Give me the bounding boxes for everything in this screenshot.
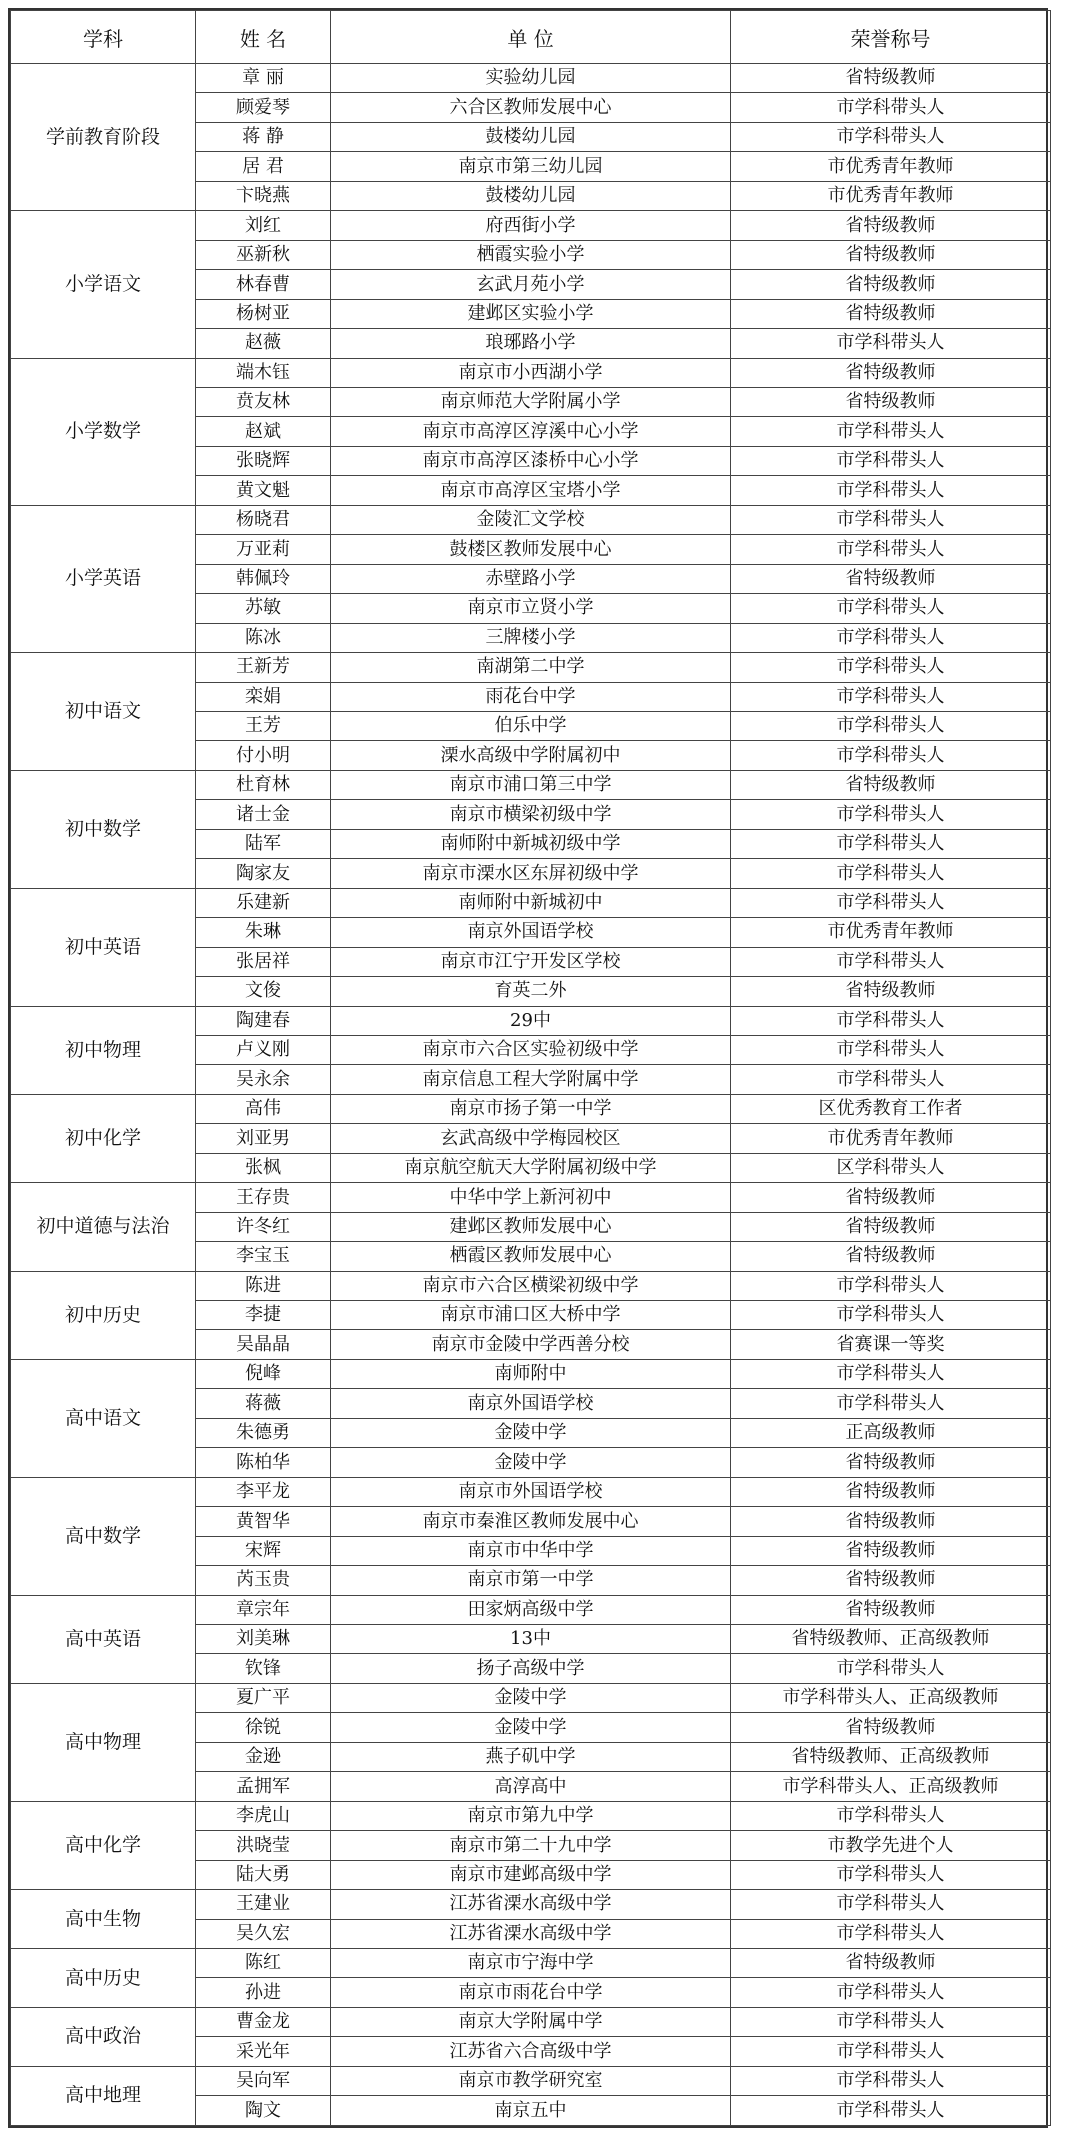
honor-cell: 省特级教师 (731, 564, 1051, 593)
honor-cell: 省特级教师 (731, 358, 1051, 387)
honor-cell: 省特级教师 (731, 1595, 1051, 1624)
name-cell: 孟拥军 (196, 1772, 331, 1801)
unit-cell: 南京市横梁初级中学 (331, 800, 731, 829)
name-cell: 陈红 (196, 1949, 331, 1978)
unit-cell: 赤壁路小学 (331, 564, 731, 593)
unit-cell: 六合区教师发展中心 (331, 93, 731, 122)
name-cell: 李虎山 (196, 1801, 331, 1830)
honor-cell: 正高级教师 (731, 1418, 1051, 1447)
table-row (11, 1094, 1051, 1123)
name-cell: 万亚莉 (196, 535, 331, 564)
unit-cell: 高淳高中 (331, 1772, 731, 1801)
subject-cell: 小学英语 (11, 505, 196, 652)
subject-cell: 高中化学 (11, 1801, 196, 1889)
unit-cell: 鼓楼幼儿园 (331, 181, 731, 210)
table (10, 10, 1051, 2126)
unit-cell: 南京市第二十九中学 (331, 1831, 731, 1860)
unit-cell: 实验幼儿园 (331, 64, 731, 93)
honor-cell: 市优秀青年教师 (731, 152, 1051, 181)
table-row (11, 1595, 1051, 1624)
subject-cell: 高中政治 (11, 2007, 196, 2066)
unit-cell: 南京市江宁开发区学校 (331, 947, 731, 976)
name-cell: 贲友林 (196, 387, 331, 416)
unit-cell: 南京市外国语学校 (331, 1477, 731, 1506)
name-cell: 采光年 (196, 2037, 331, 2066)
unit-cell: 府西街小学 (331, 211, 731, 240)
name-cell: 王建业 (196, 1890, 331, 1919)
unit-cell: 南京市扬子第一中学 (331, 1094, 731, 1123)
name-cell: 林春曹 (196, 270, 331, 299)
subject-cell: 高中历史 (11, 1949, 196, 2008)
unit-cell: 南京市秦淮区教师发展中心 (331, 1507, 731, 1536)
name-cell: 顾爱琴 (196, 93, 331, 122)
name-cell: 陈进 (196, 1271, 331, 1300)
table-row (11, 358, 1051, 387)
unit-cell: 栖霞区教师发展中心 (331, 1242, 731, 1271)
name-cell: 高伟 (196, 1094, 331, 1123)
name-cell: 杜育林 (196, 770, 331, 799)
honor-cell: 市学科带头人 (731, 93, 1051, 122)
name-cell: 王芳 (196, 711, 331, 740)
subject-cell: 小学语文 (11, 211, 196, 358)
honor-cell: 省特级教师 (731, 1477, 1051, 1506)
unit-cell: 燕子矶中学 (331, 1742, 731, 1771)
honor-cell: 市学科带头人 (731, 653, 1051, 682)
honor-cell: 市学科带头人 (731, 2066, 1051, 2095)
unit-cell: 南京市第九中学 (331, 1801, 731, 1830)
unit-cell: 育英二外 (331, 977, 731, 1006)
table-row (11, 1183, 1051, 1212)
honor-cell: 市学科带头人 (731, 800, 1051, 829)
table-row (11, 1477, 1051, 1506)
honor-cell: 市学科带头人 (731, 417, 1051, 446)
header-honor: 荣誉称号 (731, 11, 1051, 64)
header-unit: 单 位 (331, 11, 731, 64)
subject-cell: 高中物理 (11, 1683, 196, 1801)
unit-cell: 金陵中学 (331, 1418, 731, 1447)
honor-cell: 省特级教师 (731, 1448, 1051, 1477)
name-cell: 杨树亚 (196, 299, 331, 328)
name-cell: 吴晶晶 (196, 1330, 331, 1359)
unit-cell: 伯乐中学 (331, 711, 731, 740)
honor-cell: 省特级教师 (731, 1183, 1051, 1212)
name-cell: 诸士金 (196, 800, 331, 829)
unit-cell: 玄武月苑小学 (331, 270, 731, 299)
name-cell: 章 丽 (196, 64, 331, 93)
unit-cell: 南京市建邺高级中学 (331, 1860, 731, 1889)
unit-cell: 鼓楼幼儿园 (331, 122, 731, 151)
subject-cell: 初中物理 (11, 1006, 196, 1094)
table-row (11, 2066, 1051, 2095)
honor-cell: 省特级教师 (731, 240, 1051, 269)
unit-cell: 南京市溧水区东屏初级中学 (331, 859, 731, 888)
unit-cell: 南京市雨花台中学 (331, 1978, 731, 2007)
name-cell: 朱琳 (196, 918, 331, 947)
unit-cell: 鼓楼区教师发展中心 (331, 535, 731, 564)
name-cell: 张晓辉 (196, 446, 331, 475)
honor-cell: 省特级教师 (731, 1507, 1051, 1536)
header-name: 姓 名 (196, 11, 331, 64)
unit-cell: 南京师范大学附属小学 (331, 387, 731, 416)
honor-cell: 市学科带头人 (731, 829, 1051, 858)
honor-cell: 市学科带头人 (731, 2037, 1051, 2066)
honor-cell: 市学科带头人 (731, 446, 1051, 475)
unit-cell: 南师附中新城初中 (331, 888, 731, 917)
header-subject: 学科 (11, 11, 196, 64)
table-body (11, 64, 1051, 2126)
name-cell: 黄文魁 (196, 476, 331, 505)
name-cell: 钦锋 (196, 1654, 331, 1683)
unit-cell: 南京航空航天大学附属初级中学 (331, 1153, 731, 1182)
name-cell: 宋辉 (196, 1536, 331, 1565)
subject-cell: 高中英语 (11, 1595, 196, 1683)
unit-cell: 南京信息工程大学附属中学 (331, 1065, 731, 1094)
unit-cell: 南京大学附属中学 (331, 2007, 731, 2036)
name-cell: 洪晓莹 (196, 1831, 331, 1860)
honor-cell: 市学科带头人 (731, 1006, 1051, 1035)
honor-cell: 省特级教师 (731, 1212, 1051, 1241)
honor-cell: 市学科带头人 (731, 947, 1051, 976)
unit-cell: 三牌楼小学 (331, 623, 731, 652)
honor-cell: 市学科带头人 (731, 1035, 1051, 1064)
honor-cell: 市学科带头人 (731, 476, 1051, 505)
honor-cell: 市学科带头人 (731, 594, 1051, 623)
honor-cell: 市学科带头人 (731, 1359, 1051, 1388)
name-cell: 苏敏 (196, 594, 331, 623)
name-cell: 吴向军 (196, 2066, 331, 2095)
honor-cell: 市学科带头人 (731, 1860, 1051, 1889)
name-cell: 王存贵 (196, 1183, 331, 1212)
name-cell: 杨晓君 (196, 505, 331, 534)
name-cell: 蒋 静 (196, 122, 331, 151)
subject-cell: 初中历史 (11, 1271, 196, 1359)
name-cell: 张枫 (196, 1153, 331, 1182)
subject-cell: 初中语文 (11, 653, 196, 771)
unit-cell: 琅琊路小学 (331, 329, 731, 358)
table-row (11, 653, 1051, 682)
name-cell: 陶建春 (196, 1006, 331, 1035)
name-cell: 端木钰 (196, 358, 331, 387)
honor-cell: 省特级教师 (731, 1566, 1051, 1595)
name-cell: 夏广平 (196, 1683, 331, 1712)
unit-cell: 南京市第一中学 (331, 1566, 731, 1595)
subject-cell: 高中地理 (11, 2066, 196, 2125)
unit-cell: 江苏省溧水高级中学 (331, 1919, 731, 1948)
unit-cell: 田家炳高级中学 (331, 1595, 731, 1624)
unit-cell: 建邺区教师发展中心 (331, 1212, 731, 1241)
table-row (11, 2007, 1051, 2036)
unit-cell: 南师附中 (331, 1359, 731, 1388)
unit-cell: 南京市教学研究室 (331, 2066, 731, 2095)
honor-cell: 省特级教师、正高级教师 (731, 1625, 1051, 1654)
name-cell: 刘亚男 (196, 1124, 331, 1153)
honor-cell: 市学科带头人 (731, 505, 1051, 534)
honor-cell: 省特级教师 (731, 1949, 1051, 1978)
honor-cell: 省特级教师 (731, 1536, 1051, 1565)
name-cell: 芮玉贵 (196, 1566, 331, 1595)
name-cell: 孙进 (196, 1978, 331, 2007)
teacher-honor-table (8, 8, 1048, 2128)
name-cell: 乐建新 (196, 888, 331, 917)
honor-cell: 市学科带头人、正高级教师 (731, 1683, 1051, 1712)
subject-cell: 初中道德与法治 (11, 1183, 196, 1271)
unit-cell: 南京市高淳区宝塔小学 (331, 476, 731, 505)
unit-cell: 南京市六合区实验初级中学 (331, 1035, 731, 1064)
name-cell: 赵斌 (196, 417, 331, 446)
unit-cell: 中华中学上新河初中 (331, 1183, 731, 1212)
honor-cell: 市学科带头人 (731, 1978, 1051, 2007)
unit-cell: 金陵中学 (331, 1713, 731, 1742)
table-row (11, 1683, 1051, 1712)
name-cell: 巫新秋 (196, 240, 331, 269)
subject-cell: 高中语文 (11, 1359, 196, 1477)
name-cell: 黄智华 (196, 1507, 331, 1536)
honor-cell: 市优秀青年教师 (731, 1124, 1051, 1153)
unit-cell: 南京市宁海中学 (331, 1949, 731, 1978)
honor-cell: 市学科带头人 (731, 1801, 1051, 1830)
unit-cell: 南京五中 (331, 2096, 731, 2126)
name-cell: 陶文 (196, 2096, 331, 2126)
table-row (11, 1271, 1051, 1300)
honor-cell: 省特级教师 (731, 387, 1051, 416)
honor-cell: 市学科带头人 (731, 1654, 1051, 1683)
unit-cell: 南京市高淳区漆桥中心小学 (331, 446, 731, 475)
name-cell: 徐锐 (196, 1713, 331, 1742)
name-cell: 李平龙 (196, 1477, 331, 1506)
subject-cell: 小学数学 (11, 358, 196, 505)
honor-cell: 市学科带头人 (731, 1389, 1051, 1418)
unit-cell: 溧水高级中学附属初中 (331, 741, 731, 770)
table-row (11, 770, 1051, 799)
name-cell: 吴永余 (196, 1065, 331, 1094)
name-cell: 居 君 (196, 152, 331, 181)
subject-cell: 学前教育阶段 (11, 64, 196, 211)
honor-cell: 市学科带头人 (731, 1271, 1051, 1300)
name-cell: 倪峰 (196, 1359, 331, 1388)
name-cell: 李宝玉 (196, 1242, 331, 1271)
unit-cell: 13中 (331, 1625, 731, 1654)
honor-cell: 市学科带头人 (731, 1890, 1051, 1919)
honor-cell: 市教学先进个人 (731, 1831, 1051, 1860)
honor-cell: 省特级教师 (731, 64, 1051, 93)
subject-cell: 高中生物 (11, 1890, 196, 1949)
table-row (11, 1801, 1051, 1830)
honor-cell: 省赛课一等奖 (731, 1330, 1051, 1359)
unit-cell: 南京市金陵中学西善分校 (331, 1330, 731, 1359)
table-row (11, 888, 1051, 917)
honor-cell: 市学科带头人 (731, 682, 1051, 711)
unit-cell: 南京市中华中学 (331, 1536, 731, 1565)
unit-cell: 南湖第二中学 (331, 653, 731, 682)
subject-cell: 高中数学 (11, 1477, 196, 1595)
honor-cell: 市学科带头人 (731, 122, 1051, 151)
unit-cell: 南京市立贤小学 (331, 594, 731, 623)
name-cell: 刘美琳 (196, 1625, 331, 1654)
unit-cell: 南京市浦口区大桥中学 (331, 1301, 731, 1330)
unit-cell: 金陵汇文学校 (331, 505, 731, 534)
honor-cell: 省特级教师 (731, 1242, 1051, 1271)
honor-cell: 市学科带头人 (731, 1065, 1051, 1094)
honor-cell: 省特级教师 (731, 770, 1051, 799)
name-cell: 陆大勇 (196, 1860, 331, 1889)
name-cell: 卞晓燕 (196, 181, 331, 210)
name-cell: 陶家友 (196, 859, 331, 888)
unit-cell: 江苏省六合高级中学 (331, 2037, 731, 2066)
name-cell: 卢义刚 (196, 1035, 331, 1064)
name-cell: 李捷 (196, 1301, 331, 1330)
honor-cell: 市优秀青年教师 (731, 918, 1051, 947)
honor-cell: 省特级教师 (731, 211, 1051, 240)
name-cell: 朱德勇 (196, 1418, 331, 1447)
name-cell: 陈柏华 (196, 1448, 331, 1477)
name-cell: 张居祥 (196, 947, 331, 976)
name-cell: 刘红 (196, 211, 331, 240)
unit-cell: 雨花台中学 (331, 682, 731, 711)
name-cell: 蒋薇 (196, 1389, 331, 1418)
honor-cell: 市学科带头人 (731, 535, 1051, 564)
subject-cell: 初中数学 (11, 770, 196, 888)
unit-cell: 南京市高淳区淳溪中心小学 (331, 417, 731, 446)
table-row (11, 211, 1051, 240)
name-cell: 陈冰 (196, 623, 331, 652)
honor-cell: 省特级教师 (731, 299, 1051, 328)
unit-cell: 江苏省溧水高级中学 (331, 1890, 731, 1919)
honor-cell: 区学科带头人 (731, 1153, 1051, 1182)
honor-cell: 市学科带头人 (731, 1301, 1051, 1330)
honor-cell: 省特级教师 (731, 270, 1051, 299)
table-row (11, 1359, 1051, 1388)
unit-cell: 29中 (331, 1006, 731, 1035)
name-cell: 章宗年 (196, 1595, 331, 1624)
honor-cell: 市学科带头人 (731, 1919, 1051, 1948)
honor-cell: 市学科带头人 (731, 711, 1051, 740)
name-cell: 曹金龙 (196, 2007, 331, 2036)
honor-cell: 市学科带头人 (731, 2096, 1051, 2126)
table-row (11, 1949, 1051, 1978)
honor-cell: 市学科带头人 (731, 888, 1051, 917)
unit-cell: 南京外国语学校 (331, 918, 731, 947)
unit-cell: 南京市小西湖小学 (331, 358, 731, 387)
unit-cell: 南京市第三幼儿园 (331, 152, 731, 181)
table-row (11, 505, 1051, 534)
honor-cell: 市学科带头人、正高级教师 (731, 1772, 1051, 1801)
unit-cell: 栖霞实验小学 (331, 240, 731, 269)
name-cell: 赵薇 (196, 329, 331, 358)
table-row (11, 64, 1051, 93)
honor-cell: 省特级教师 (731, 1713, 1051, 1742)
name-cell: 陆军 (196, 829, 331, 858)
unit-cell: 南京市浦口第三中学 (331, 770, 731, 799)
honor-cell: 市学科带头人 (731, 329, 1051, 358)
honor-cell: 市学科带头人 (731, 2007, 1051, 2036)
name-cell: 金逊 (196, 1742, 331, 1771)
unit-cell: 南京市六合区横梁初级中学 (331, 1271, 731, 1300)
name-cell: 韩佩玲 (196, 564, 331, 593)
name-cell: 王新芳 (196, 653, 331, 682)
unit-cell: 南师附中新城初级中学 (331, 829, 731, 858)
unit-cell: 扬子高级中学 (331, 1654, 731, 1683)
honor-cell: 市学科带头人 (731, 741, 1051, 770)
unit-cell: 金陵中学 (331, 1448, 731, 1477)
honor-cell: 市学科带头人 (731, 623, 1051, 652)
name-cell: 吴久宏 (196, 1919, 331, 1948)
table-row (11, 1890, 1051, 1919)
unit-cell: 建邺区实验小学 (331, 299, 731, 328)
name-cell: 栾娟 (196, 682, 331, 711)
honor-cell: 省特级教师、正高级教师 (731, 1742, 1051, 1771)
honor-cell: 省特级教师 (731, 977, 1051, 1006)
header-row (11, 11, 1051, 64)
unit-cell: 玄武高级中学梅园校区 (331, 1124, 731, 1153)
honor-cell: 区优秀教育工作者 (731, 1094, 1051, 1123)
name-cell: 文俊 (196, 977, 331, 1006)
name-cell: 付小明 (196, 741, 331, 770)
honor-cell: 市优秀青年教师 (731, 181, 1051, 210)
honor-cell: 市学科带头人 (731, 859, 1051, 888)
unit-cell: 金陵中学 (331, 1683, 731, 1712)
table-row (11, 1006, 1051, 1035)
name-cell: 许冬红 (196, 1212, 331, 1241)
subject-cell: 初中化学 (11, 1094, 196, 1182)
subject-cell: 初中英语 (11, 888, 196, 1006)
unit-cell: 南京外国语学校 (331, 1389, 731, 1418)
